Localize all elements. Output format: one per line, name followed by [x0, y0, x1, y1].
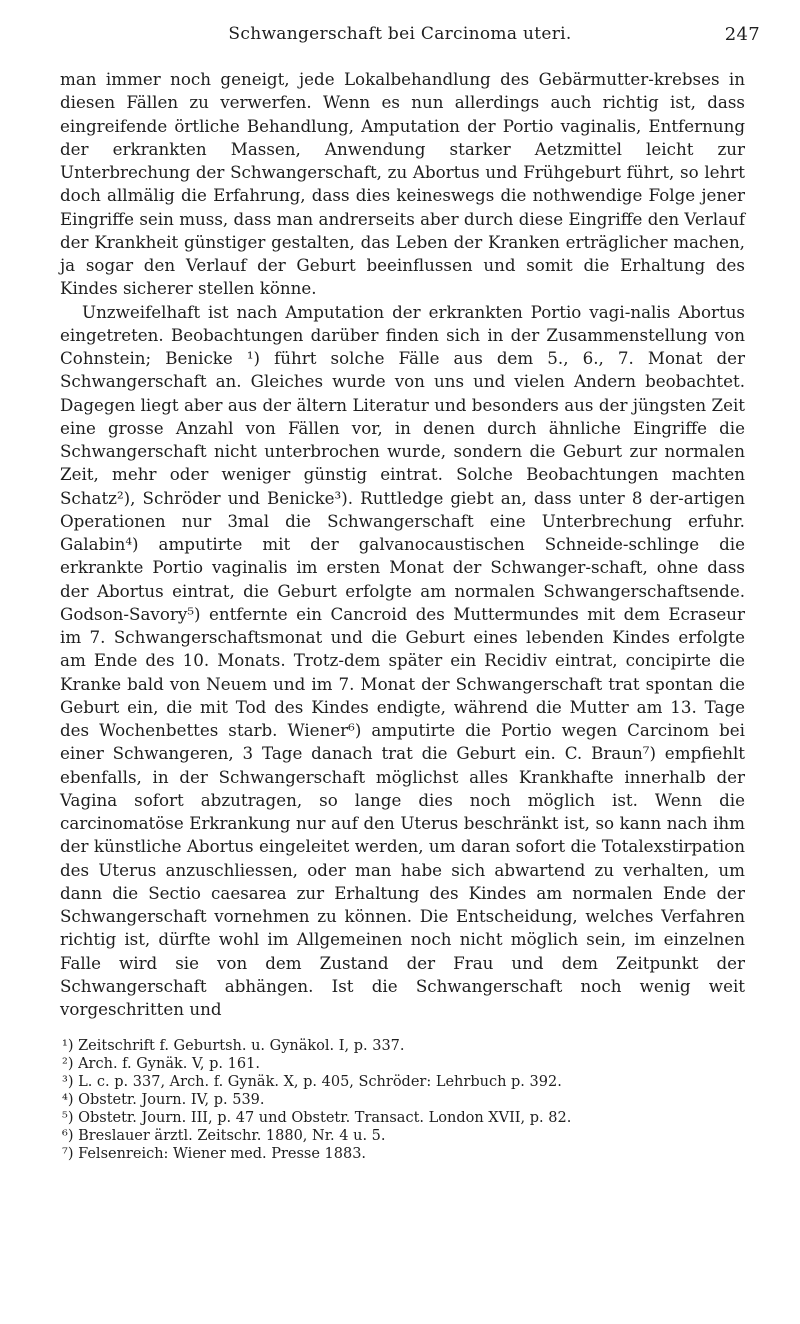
- footnote: ⁵) Obstetr. Journ. III, p. 47 und Obstetr. Transact. London XVII, p. 82.: [62, 1110, 572, 1126]
- footnote: ³) L. c. p. 337, Arch. f. Gynäk. X, p. 405, Schröder: Lehrbuch p. 392.: [62, 1074, 562, 1090]
- footnote: ²) Arch. f. Gynäk. V, p. 161.: [62, 1056, 260, 1072]
- paragraph: Unzweifelhaft ist nach Amputation der erkrankten Portio vagi-nalis Abortus eingetreten. Beobachtungen darüber finden sich in der Zusammenstellung von Cohnstein; Benicke ¹) führt solche Fälle aus dem 5., 6., 7. Monat der Schwangerschaft an. Gleiches wurde von uns und vielen Andern beobachtet. Dagegen liegt aber aus der ältern Literatur und besonders aus der jüngsten Zeit eine grosse Anzahl von Fällen vor, in denen durch ähnliche Eingriffe die Schwangerschaft nicht unterbrochen wurde, sondern die Geburt zur normalen Zeit, mehr oder weniger günstig eintrat. Solche Beobachtungen machten Schatz²), Schröder und Benicke³). Ruttledge giebt an, dass unter 8 der-artigen Operationen nur 3mal die Schwangerschaft eine Unterbrechung erfuhr. Galabin⁴) amputirte mit der galvanocaustischen Schneide-schlinge die erkrankte Portio vaginalis im ersten Monat der Schwanger-schaft, ohne dass der Abortus eintrat, die Geburt erfolgte am normalen Schwangerschaftsende. Godson-Savory⁵) entfernte ein Cancroid des Muttermundes mit dem Ecraseur im 7. Schwangerschaftsmonat und die Geburt eines lebenden Kindes erfolgte am Ende des 10. Monats. Trotz-dem später ein Recidiv eintrat, concipirte die Kranke bald von Neuem und im 7. Monat der Schwangerschaft trat spontan die Geburt ein, die mit Tod des Kindes endigte, während die Mutter am 13. Tage des Wochenbettes starb. Wiener⁶) amputirte die Portio wegen Carcinom bei einer Schwangeren, 3 Tage danach trat die Geburt ein. C. Braun⁷) empfiehlt ebenfalls, in der Schwangerschaft möglichst alles Krankhafte innerhalb der Vagina sofort abzutragen, so lange dies noch möglich ist. Wenn die carcinomatöse Erkrankung nur auf den Uterus beschränkt ist, so kann nach ihm der künstliche Abortus eingeleitet werden, um daran sofort die Totalexstirpation des Uterus anzuschliessen, oder man habe sich abwartend zu verhalten, um dann die Sectio caesarea zur Erhaltung des Kindes am normalen Ende der Schwangerschaft vornehmen zu können. Die Entscheidung, welches Verfahren richtig ist, dürfte wohl im Allgemeinen noch nicht möglich sein, im einzelnen Falle wird sie von dem Zustand der Frau und dem Zeitpunkt der Schwangerschaft abhängen. Ist die Schwangerschaft noch wenig weit vorgeschritten und: [60, 301, 745, 1019]
- page-number: 247: [724, 24, 760, 45]
- footnotes: [62, 1037, 742, 1163]
- footnote: ⁷) Felsenreich: Wiener med. Presse 1883.: [62, 1146, 367, 1162]
- paragraph: man immer noch geneigt, jede Lokalbehandlung des Gebärmutter-krebses in diesen Fällen zu verwerfen. Wenn es nun allerdings auch richtig ist, dass eingreifende örtliche Behandlung, Amputation der Portio vaginalis, Entfernung der erkrankten Massen, Anwendung starker Aetzmittel leicht zur Unterbrechung der Schwangerschaft, zu Abortus und Frühgeburt führt, so lehrt doch allmälig die Erfahrung, dass dies keineswegs die nothwendige Folge jener Eingriffe sein muss, dass man andrerseits aber durch diese Eingriffe den Verlauf der Krankheit günstiger gestalten, das Leben der Kranken erträglicher machen, ja sogar den Verlauf der Geburt beeinflussen und somit die Erhaltung des Kindes sicherer stellen könne.: [60, 69, 745, 299]
- main-text: [60, 68, 745, 1021]
- footnote: ¹) Zeitschrift f. Geburtsh. u. Gynäkol. I, p. 337.: [62, 1038, 405, 1054]
- running-header: [40, 24, 760, 54]
- footnote: ⁶) Breslauer ärztl. Zeitschr. 1880, Nr. 4 u. 5.: [62, 1128, 386, 1144]
- running-title: Schwangerschaft bei Carcinoma uteri.: [228, 24, 572, 44]
- footnote: ⁴) Obstetr. Journ. IV, p. 539.: [62, 1092, 265, 1108]
